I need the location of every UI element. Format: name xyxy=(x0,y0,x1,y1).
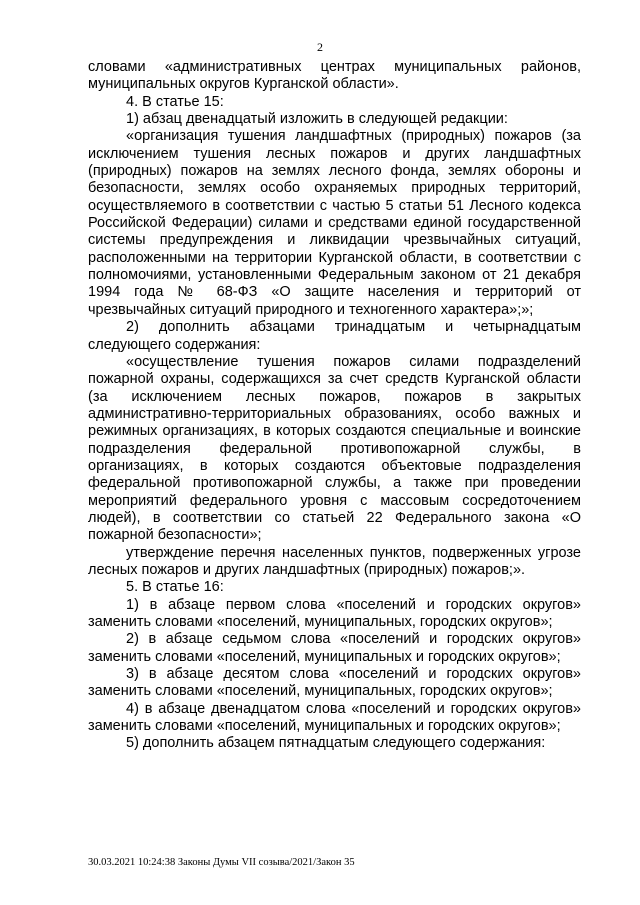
paragraph: «организация тушения ландшафтных (природных) пожаров (за исключением тушения лесных пожаров и других ландшафтных (природных) пожаров на землях лесного фонда, землях обороны и безопасности, землях особо охраняемых природных территорий, осуществляемого в соответствии с частью 5 статьи 51 Лесного кодекса Российской Федерации) силами и средствами единой государственной системы предупреждения и ликвидации чрезвычайных ситуаций, расположенными на территории Курганской области, в соответствии с полномочиями, установленными Федеральным законом от 21 декабря 1994 года № 68-ФЗ «О защите населения и территорий от чрезвычайных ситуаций природного и техногенного характера»;»; xyxy=(88,128,581,318)
paragraph: 3) в абзаце десятом слова «поселений и городских округов» заменить словами «поселений, муниципальных, городских округов»; xyxy=(88,666,581,700)
paragraph: 1) в абзаце первом слова «поселений и городских округов» заменить словами «поселений, муниципальных, городских округов»; xyxy=(88,596,581,630)
paragraph: 4. В статье 15: xyxy=(126,93,224,110)
footer-stamp: 30.03.2021 10:24:38 Законы Думы VII созыва/2021/Закон 35 xyxy=(88,857,355,868)
paragraph: словами «административных центрах муниципальных районов, муниципальных округов Курганской области». xyxy=(88,59,581,93)
paragraph: 4) в абзаце двенадцатом слова «поселений и городских округов» заменить словами «поселений, муниципальных и городских округов»; xyxy=(88,700,581,735)
paragraph: утверждение перечня населенных пунктов, подверженных угрозе лесных пожаров и других ландшафтных (природных) пожаров;». xyxy=(88,544,581,578)
paragraph: «осуществление тушения пожаров силами подразделений пожарной охраны, содержащихся за счет средств Курганской области (за исключением лесных пожаров, пожаров в закрытых административно-территориальных образованиях, особо важных и режимных организациях, в которых создаются специальные и воинские подразделения федеральной противопожарной службы, в организациях, в которых создаются объектовые подразделения федеральной противопожарной службы, а также при проведении мероприятий федерального уровня с массовым сосредоточением людей), в соответствии со статьей 22 Федерального закона «О пожарной безопасности»; xyxy=(88,353,581,544)
paragraph: 5. В статье 16: xyxy=(126,579,224,596)
paragraph: 5) дополнить абзацем пятнадцатым следующего содержания: xyxy=(126,735,546,752)
paragraph: 2) дополнить абзацами тринадцатым и четырнадцатым следующего содержания: xyxy=(88,319,581,353)
paragraph: 2) в абзаце седьмом слова «поселений и городских округов» заменить словами «поселений, муниципальных и городских округов»; xyxy=(88,631,581,665)
paragraph: 1) абзац двенадцатый изложить в следующей редакции: xyxy=(126,111,508,128)
page-number: 2 xyxy=(317,40,323,54)
document-body xyxy=(88,59,581,753)
